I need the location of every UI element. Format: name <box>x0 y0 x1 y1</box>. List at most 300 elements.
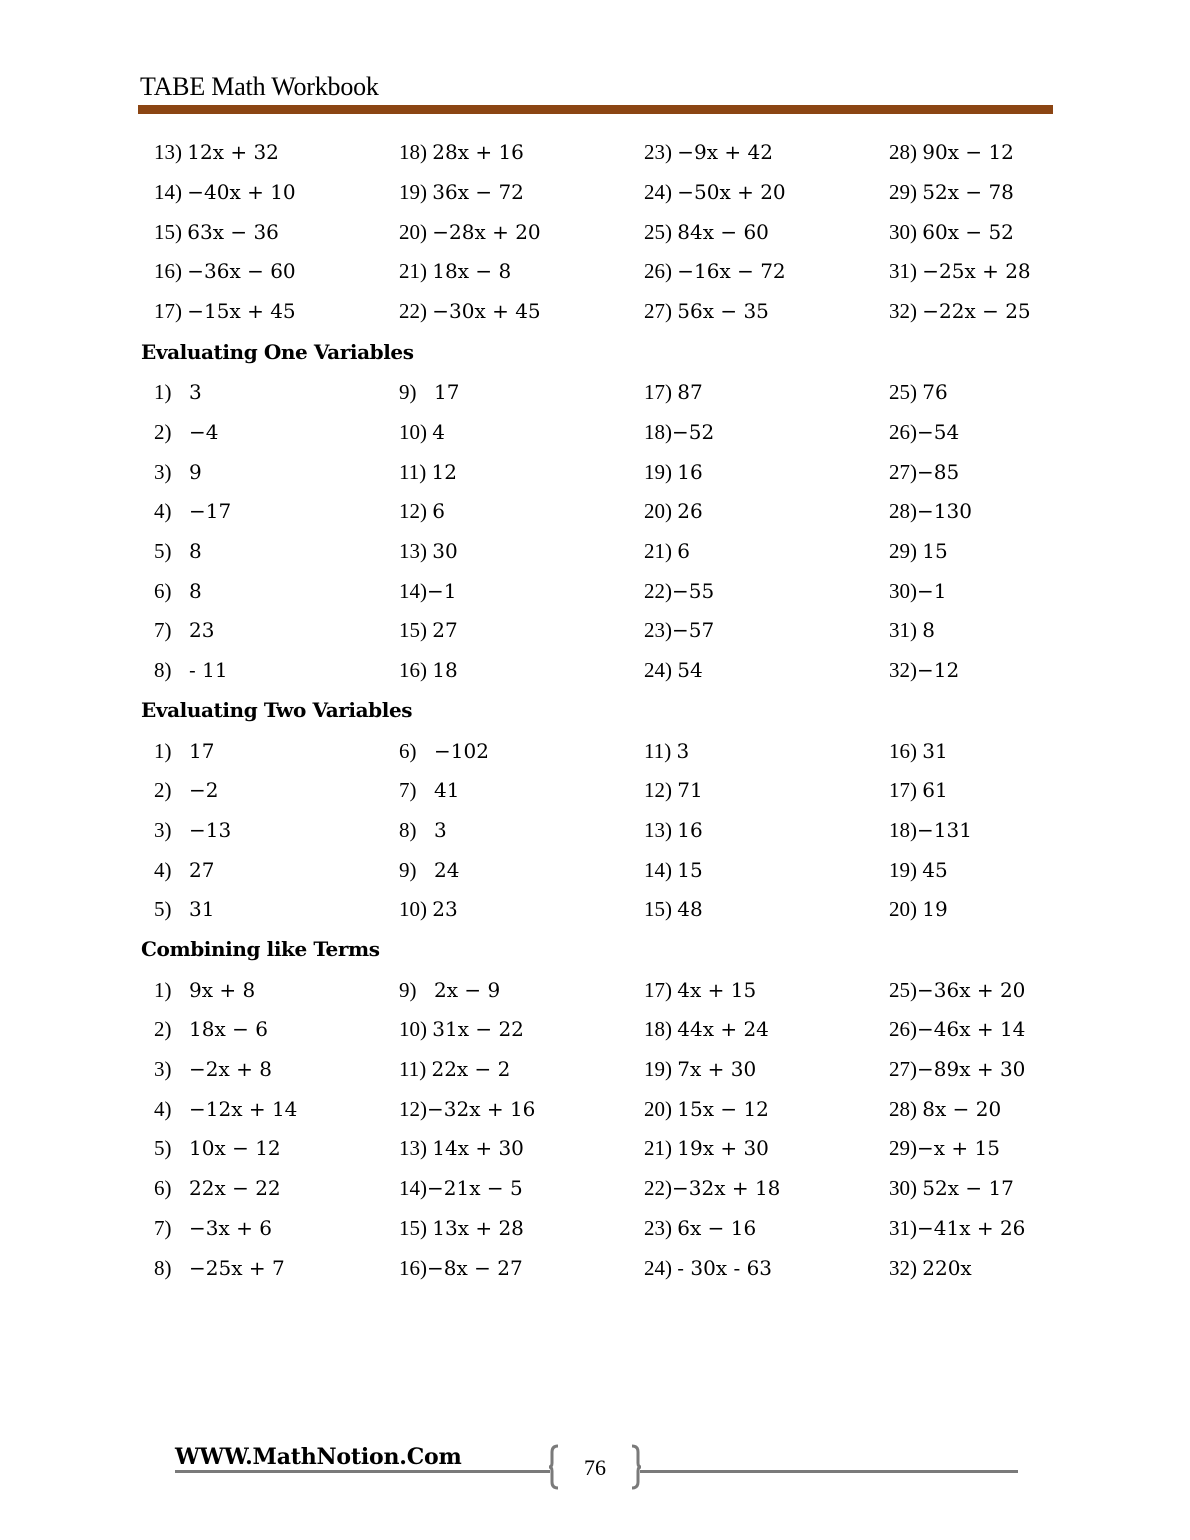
answer-value: 26 <box>677 499 703 523</box>
answer-value: −52 <box>672 420 715 444</box>
answer-value: −2 <box>189 778 219 802</box>
item-number: 16) <box>154 259 182 283</box>
answer-cell <box>399 380 459 405</box>
item-number: 5) <box>154 897 172 921</box>
item-number: 25) <box>644 220 672 244</box>
answer-cell <box>889 1216 1025 1241</box>
answer-cell <box>889 618 935 643</box>
answer-value: 27 <box>432 618 458 642</box>
answer-value: 90x − 12 <box>922 140 1014 164</box>
answer-cell <box>644 1176 780 1201</box>
item-number: 9) <box>399 978 417 1002</box>
answer-cell <box>644 1097 769 1122</box>
answer-cell <box>644 978 756 1003</box>
item-number: 10) <box>399 1017 427 1041</box>
answer-cell <box>644 299 769 324</box>
answer-row <box>0 1017 1190 1057</box>
item-number: 7) <box>399 778 417 802</box>
answer-value: 36x − 72 <box>432 180 524 204</box>
item-number: 14) <box>644 858 672 882</box>
answer-value: 6 <box>432 499 445 523</box>
item-number: 12) <box>644 778 672 802</box>
answer-cell <box>644 539 690 564</box>
item-number: 11) <box>399 460 427 484</box>
answer-cell <box>399 978 500 1003</box>
answer-cell <box>644 897 703 922</box>
item-number: 16) <box>889 739 917 763</box>
answer-cell <box>399 539 458 564</box>
answer-value: −131 <box>917 818 972 842</box>
item-number: 28) <box>889 140 917 164</box>
answer-row <box>0 140 1190 180</box>
item-number: 17) <box>154 299 182 323</box>
left-bracket-icon <box>548 1444 560 1490</box>
item-number: 32) <box>889 1256 917 1280</box>
answer-value: 4x + 15 <box>677 978 757 1002</box>
answer-cell <box>644 460 703 485</box>
item-number: 15) <box>644 897 672 921</box>
item-number: 21) <box>399 259 427 283</box>
answer-cell <box>154 539 202 564</box>
answer-cell <box>644 858 703 883</box>
answer-value: −25x + 28 <box>922 259 1031 283</box>
answer-value: 60x − 52 <box>922 220 1014 244</box>
answer-cell <box>399 618 458 643</box>
item-number: 30) <box>889 579 917 603</box>
item-number: 15) <box>399 1216 427 1240</box>
item-number: 13) <box>154 140 182 164</box>
item-number: 11) <box>644 739 672 763</box>
item-number: 24) <box>644 180 672 204</box>
answer-row <box>0 180 1190 220</box>
answer-value: −30x + 45 <box>432 299 541 323</box>
item-number: 10) <box>399 897 427 921</box>
answer-cell <box>154 618 214 643</box>
item-number: 3) <box>154 1057 172 1081</box>
answer-value: 18x − 8 <box>432 259 512 283</box>
item-number: 8) <box>154 658 172 682</box>
answer-value: 71 <box>677 778 703 802</box>
answer-value: −102 <box>434 739 489 763</box>
answer-row <box>0 1256 1190 1296</box>
answer-cell <box>644 1256 772 1281</box>
item-number: 14) <box>154 180 182 204</box>
answer-value: 7x + 30 <box>677 1057 757 1081</box>
answer-value: 44x + 24 <box>677 1017 769 1041</box>
answer-value: 8x − 20 <box>922 1097 1002 1121</box>
answer-value: −x + 15 <box>917 1136 1000 1160</box>
answer-value: −32x + 16 <box>427 1097 536 1121</box>
answer-cell <box>644 1216 756 1241</box>
section-heading-evaluating-one-variables: Evaluating One Variables <box>141 340 414 364</box>
answer-value: 52x − 17 <box>922 1176 1014 1200</box>
answer-row <box>0 539 1190 579</box>
answer-value: −46x + 14 <box>917 1017 1026 1041</box>
item-number: 7) <box>154 618 172 642</box>
answer-cell <box>399 1216 524 1241</box>
answer-cell <box>889 499 972 524</box>
answer-value: 18 <box>432 658 458 682</box>
item-number: 13) <box>399 539 427 563</box>
answer-cell <box>644 380 703 405</box>
item-number: 17) <box>644 978 672 1002</box>
answer-cell <box>644 420 714 445</box>
answer-cell <box>399 220 541 245</box>
answer-value: −85 <box>917 460 960 484</box>
answer-value: −36x − 60 <box>187 259 296 283</box>
answer-value: 12 <box>431 460 457 484</box>
answer-value: 56x − 35 <box>677 299 769 323</box>
item-number: 25) <box>889 978 917 1002</box>
item-number: 17) <box>889 778 917 802</box>
answer-cell <box>889 539 948 564</box>
answer-cell <box>154 858 214 883</box>
answer-row <box>0 618 1190 658</box>
answer-cell <box>889 180 1014 205</box>
answer-cell <box>889 1176 1014 1201</box>
answer-cell <box>889 818 972 843</box>
answer-value: 18x − 6 <box>189 1017 268 1041</box>
answer-row <box>0 380 1190 420</box>
answer-value: 8 <box>189 579 202 603</box>
answer-cell <box>644 739 689 764</box>
item-number: 20) <box>644 1097 672 1121</box>
answer-value: - 11 <box>189 658 228 682</box>
answer-cell <box>889 1097 1001 1122</box>
item-number: 1) <box>154 739 172 763</box>
answer-cell <box>399 180 524 205</box>
answer-value: 31x − 22 <box>432 1017 524 1041</box>
answer-value: 3 <box>434 818 447 842</box>
item-number: 16) <box>399 658 427 682</box>
item-number: 11) <box>399 1057 427 1081</box>
answer-cell <box>154 460 202 485</box>
item-number: 30) <box>889 220 917 244</box>
answer-value: −25x + 7 <box>189 1256 285 1280</box>
item-number: 13) <box>399 1136 427 1160</box>
answer-cell <box>644 658 703 683</box>
answer-cell <box>889 140 1014 165</box>
answer-cell <box>399 897 458 922</box>
answer-cell <box>154 658 228 683</box>
answer-cell <box>154 579 202 604</box>
answer-value: −13 <box>189 818 232 842</box>
answer-value: 220x <box>922 1256 972 1280</box>
item-number: 21) <box>644 539 672 563</box>
answer-row <box>0 299 1190 339</box>
answer-cell <box>889 739 948 764</box>
answer-cell <box>154 420 218 445</box>
item-number: 2) <box>154 420 172 444</box>
item-number: 22) <box>399 299 427 323</box>
answer-cell <box>154 1256 285 1281</box>
item-number: 5) <box>154 539 172 563</box>
item-number: 5) <box>154 1136 172 1160</box>
item-number: 1) <box>154 978 172 1002</box>
item-number: 24) <box>644 1256 672 1280</box>
answer-value: 54 <box>677 658 703 682</box>
answer-value: 6 <box>677 539 690 563</box>
answer-cell <box>399 1176 523 1201</box>
item-number: 15) <box>399 618 427 642</box>
item-number: 7) <box>154 1216 172 1240</box>
answer-row <box>0 658 1190 698</box>
item-number: 19) <box>399 180 427 204</box>
answer-cell <box>644 180 786 205</box>
answer-value: 19x + 30 <box>677 1136 769 1160</box>
answer-value: 30 <box>432 539 458 563</box>
answer-value: 10x − 12 <box>189 1136 281 1160</box>
item-number: 20) <box>644 499 672 523</box>
answer-value: −9x + 42 <box>677 140 773 164</box>
answer-value: 16 <box>677 818 703 842</box>
page-header-title: TABE Math Workbook <box>140 72 379 101</box>
answer-cell <box>399 858 459 883</box>
answer-row <box>0 1176 1190 1216</box>
answer-value: 15 <box>922 539 948 563</box>
answer-value: −55 <box>672 579 715 603</box>
answer-value: −57 <box>672 618 715 642</box>
item-number: 18) <box>889 818 917 842</box>
answer-row <box>0 1097 1190 1137</box>
answer-value: 23 <box>432 897 458 921</box>
item-number: 19) <box>644 460 672 484</box>
item-number: 19) <box>644 1057 672 1081</box>
answer-value: 19 <box>922 897 948 921</box>
answer-cell <box>644 1057 756 1082</box>
item-number: 2) <box>154 1017 172 1041</box>
answer-value: 45 <box>922 858 948 882</box>
item-number: 23) <box>644 140 672 164</box>
answer-cell <box>644 579 714 604</box>
answer-cell <box>154 778 218 803</box>
answer-row <box>0 897 1190 937</box>
answer-cell <box>399 299 541 324</box>
answer-cell <box>399 739 489 764</box>
item-number: 13) <box>644 818 672 842</box>
answer-value: −16x − 72 <box>677 259 786 283</box>
answer-value: - 30x - 63 <box>677 1256 773 1280</box>
answer-value: 14x + 30 <box>432 1136 524 1160</box>
item-number: 27) <box>889 1057 917 1081</box>
item-number: 8) <box>154 1256 172 1280</box>
item-number: 4) <box>154 1097 172 1121</box>
answer-cell <box>644 778 703 803</box>
answer-cell <box>154 978 255 1003</box>
answer-cell <box>399 778 459 803</box>
item-number: 3) <box>154 460 172 484</box>
answer-row <box>0 778 1190 818</box>
item-number: 27) <box>889 460 917 484</box>
answer-cell <box>154 1057 272 1082</box>
answer-value: 84x − 60 <box>677 220 769 244</box>
footer-rule-right <box>640 1470 1018 1473</box>
item-number: 17) <box>644 380 672 404</box>
answer-cell <box>889 978 1025 1003</box>
answer-value: −40x + 10 <box>187 180 296 204</box>
answer-cell <box>399 420 445 445</box>
answer-value: 22x − 22 <box>189 1176 281 1200</box>
answer-cell <box>154 259 296 284</box>
item-number: 24) <box>644 658 672 682</box>
answer-value: 48 <box>677 897 703 921</box>
item-number: 4) <box>154 499 172 523</box>
answer-row <box>0 739 1190 779</box>
header-rule <box>138 105 1053 114</box>
answer-value: 8 <box>922 618 935 642</box>
answer-value: 41 <box>434 778 460 802</box>
answer-value: 9x + 8 <box>189 978 256 1002</box>
answer-cell <box>399 579 456 604</box>
answer-cell <box>889 1017 1025 1042</box>
answer-value: −12x + 14 <box>189 1097 298 1121</box>
answer-value: −1 <box>917 579 947 603</box>
item-number: 26) <box>889 420 917 444</box>
answer-cell <box>154 1017 268 1042</box>
answer-value: −2x + 8 <box>189 1057 272 1081</box>
item-number: 23) <box>644 618 672 642</box>
item-number: 14) <box>399 579 427 603</box>
answer-value: −21x − 5 <box>427 1176 523 1200</box>
item-number: 12) <box>399 499 427 523</box>
answer-row <box>0 499 1190 539</box>
answer-value: −3x + 6 <box>189 1216 272 1240</box>
answer-cell <box>644 1136 769 1161</box>
answer-row <box>0 978 1190 1018</box>
answer-cell <box>154 380 202 405</box>
answer-cell <box>889 579 946 604</box>
answer-cell <box>154 180 296 205</box>
item-number: 6) <box>399 739 417 763</box>
answer-cell <box>399 499 445 524</box>
answer-cell <box>399 1256 523 1281</box>
page-number: 76 <box>584 1455 606 1480</box>
answer-value: 6x − 16 <box>677 1216 757 1240</box>
item-number: 26) <box>889 1017 917 1041</box>
item-number: 14) <box>399 1176 427 1200</box>
answer-row <box>0 1057 1190 1097</box>
answer-row <box>0 460 1190 500</box>
answer-value: −28x + 20 <box>432 220 541 244</box>
answer-cell <box>399 1097 535 1122</box>
answer-value: 16 <box>677 460 703 484</box>
item-number: 27) <box>644 299 672 323</box>
answer-cell <box>154 1136 281 1161</box>
answer-cell <box>889 460 959 485</box>
answer-cell <box>154 897 214 922</box>
answer-cell <box>399 1136 524 1161</box>
answer-row <box>0 1136 1190 1176</box>
item-number: 15) <box>154 220 182 244</box>
item-number: 20) <box>889 897 917 921</box>
answer-value: 23 <box>189 618 215 642</box>
answer-row <box>0 818 1190 858</box>
answer-value: 28x + 16 <box>432 140 524 164</box>
answer-value: 8 <box>189 539 202 563</box>
item-number: 9) <box>399 858 417 882</box>
answer-value: −4 <box>189 420 219 444</box>
answer-value: −8x − 27 <box>427 1256 523 1280</box>
item-number: 21) <box>644 1136 672 1160</box>
answer-cell <box>644 1017 769 1042</box>
answer-row <box>0 858 1190 898</box>
answer-value: 4 <box>432 420 445 444</box>
answer-row <box>0 1216 1190 1256</box>
item-number: 26) <box>644 259 672 283</box>
answer-cell <box>644 259 786 284</box>
answer-value: 24 <box>434 858 460 882</box>
item-number: 25) <box>889 380 917 404</box>
answer-cell <box>889 1136 1000 1161</box>
answer-value: 76 <box>922 380 948 404</box>
answer-row <box>0 259 1190 299</box>
answer-cell <box>644 618 714 643</box>
item-number: 22) <box>644 579 672 603</box>
answer-value: 2x − 9 <box>434 978 501 1002</box>
item-number: 31) <box>889 259 917 283</box>
item-number: 3) <box>154 818 172 842</box>
answer-cell <box>889 1256 972 1281</box>
answer-cell <box>154 220 279 245</box>
answer-cell <box>889 658 959 683</box>
answer-value: 27 <box>189 858 215 882</box>
item-number: 18) <box>644 420 672 444</box>
answer-cell <box>889 380 948 405</box>
item-number: 8) <box>399 818 417 842</box>
answer-cell <box>644 818 703 843</box>
item-number: 6) <box>154 1176 172 1200</box>
item-number: 18) <box>644 1017 672 1041</box>
answer-cell <box>399 1057 510 1082</box>
answer-cell <box>644 220 769 245</box>
item-number: 29) <box>889 180 917 204</box>
item-number: 31) <box>889 1216 917 1240</box>
item-number: 10) <box>399 420 427 444</box>
footer-website-link[interactable]: WWW.MathNotion.Com <box>175 1444 462 1470</box>
item-number: 28) <box>889 1097 917 1121</box>
item-number: 20) <box>399 220 427 244</box>
answer-value: 52x − 78 <box>922 180 1014 204</box>
answer-cell <box>154 739 214 764</box>
answer-cell <box>889 259 1031 284</box>
answer-value: 17 <box>434 380 460 404</box>
answer-cell <box>644 499 703 524</box>
answer-row <box>0 420 1190 460</box>
answer-cell <box>644 140 773 165</box>
item-number: 2) <box>154 778 172 802</box>
answer-cell <box>399 658 458 683</box>
answer-value: 22x − 2 <box>431 1057 511 1081</box>
answer-cell <box>154 140 279 165</box>
answer-cell <box>889 897 948 922</box>
answer-value: 15 <box>677 858 703 882</box>
answer-value: 3 <box>189 380 202 404</box>
footer-rule-left <box>175 1470 550 1473</box>
answer-value: −17 <box>189 499 232 523</box>
item-number: 32) <box>889 299 917 323</box>
item-number: 19) <box>889 858 917 882</box>
answer-value: 17 <box>189 739 215 763</box>
answer-value: −1 <box>427 579 457 603</box>
section-heading-combining-like-terms: Combining like Terms <box>141 937 380 961</box>
item-number: 12) <box>399 1097 427 1121</box>
section-heading-evaluating-two-variables: Evaluating Two Variables <box>141 698 413 722</box>
answer-value: −36x + 20 <box>917 978 1026 1002</box>
answer-value: 13x + 28 <box>432 1216 524 1240</box>
answer-cell <box>889 1057 1025 1082</box>
answer-cell <box>154 299 296 324</box>
item-number: 4) <box>154 858 172 882</box>
